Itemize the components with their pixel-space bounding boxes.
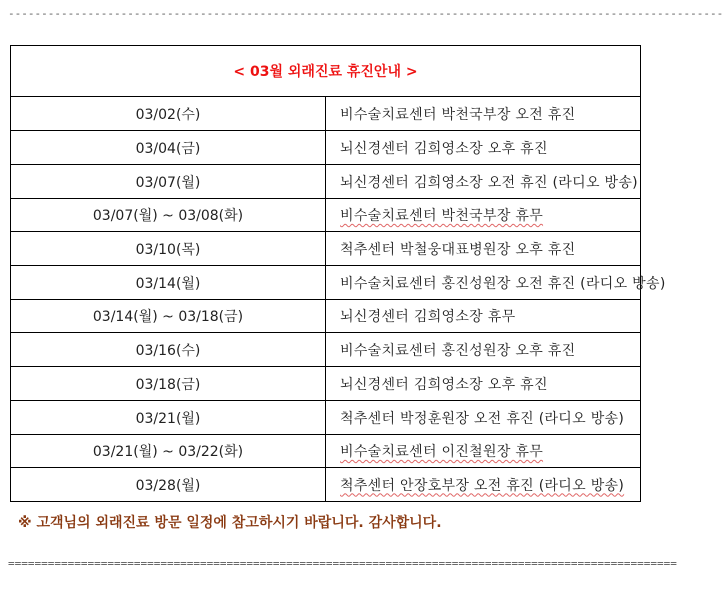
row-info: 뇌신경센터 김희영소장 오전 휴진 (라디오 방송) [326, 165, 641, 199]
spellcheck-underlined-text: 척추센터 안장호부장 오전 휴진 (라디오 방송) [340, 477, 625, 494]
row-date-range: 03/21(월) ~ 03/22(화) [11, 435, 326, 468]
spellcheck-underlined-text: 비수술치료센터 박천국부장 휴무 [340, 208, 544, 224]
table-row [11, 300, 641, 333]
row-date: 03/21(월) [11, 401, 326, 435]
table-row [11, 401, 641, 435]
row-date: 03/18(금) [11, 367, 326, 401]
row-date: 03/14(월) [11, 266, 326, 300]
row-date: 03/10(목) [11, 232, 326, 266]
row-info: 비수술치료센터 홍진성원장 오전 휴진 (라디오 방송) [326, 266, 641, 300]
table-row [11, 333, 641, 367]
title-row [11, 46, 641, 97]
row-date: 03/02(수) [11, 97, 326, 131]
row-info: 뇌신경센터 김희영소장 휴무 [326, 300, 641, 333]
spellcheck-underlined-text: 비수술치료센터 이진철원장 휴무 [340, 444, 544, 460]
row-info: 뇌신경센터 김희영소장 오후 휴진 [326, 131, 641, 165]
row-info: 비수술치료센터 홍진성원장 오후 휴진 [326, 333, 641, 367]
row-date: 03/07(월) [11, 165, 326, 199]
table-row [11, 199, 641, 232]
row-info [326, 468, 641, 502]
row-date: 03/16(수) [11, 333, 326, 367]
row-date: 03/28(월) [11, 468, 326, 502]
row-info [326, 199, 641, 232]
bottom-separator: ===================================================================================================== [8, 557, 677, 570]
table-row [11, 97, 641, 131]
row-date: 03/04(금) [11, 131, 326, 165]
table-row [11, 165, 641, 199]
row-info: 척추센터 박정훈원장 오전 휴진 (라디오 방송) [326, 401, 641, 435]
row-info: 비수술치료센터 박천국부장 오전 휴진 [326, 97, 641, 131]
table-row [11, 131, 641, 165]
table-row [11, 367, 641, 401]
table-row [11, 468, 641, 502]
row-date-range: 03/14(월) ~ 03/18(금) [11, 300, 326, 333]
row-info: 척추센터 박철웅대표병원장 오후 휴진 [326, 232, 641, 266]
table-row [11, 266, 641, 300]
table-row [11, 435, 641, 468]
row-date-range: 03/07(월) ~ 03/08(화) [11, 199, 326, 232]
table-row [11, 232, 641, 266]
closure-schedule-table [10, 45, 666, 502]
row-info [326, 435, 641, 468]
footer-notice: ※ 고객님의 외래진료 방문 일정에 참고하시기 바랍니다. 감사합니다. [18, 515, 442, 531]
row-info: 뇌신경센터 김희영소장 오후 휴진 [326, 367, 641, 401]
top-separator: ------------------------------------------------------------------------------------------------------------ [8, 7, 723, 20]
schedule-title: < 03월 외래진료 휴진안내 > [11, 46, 641, 97]
